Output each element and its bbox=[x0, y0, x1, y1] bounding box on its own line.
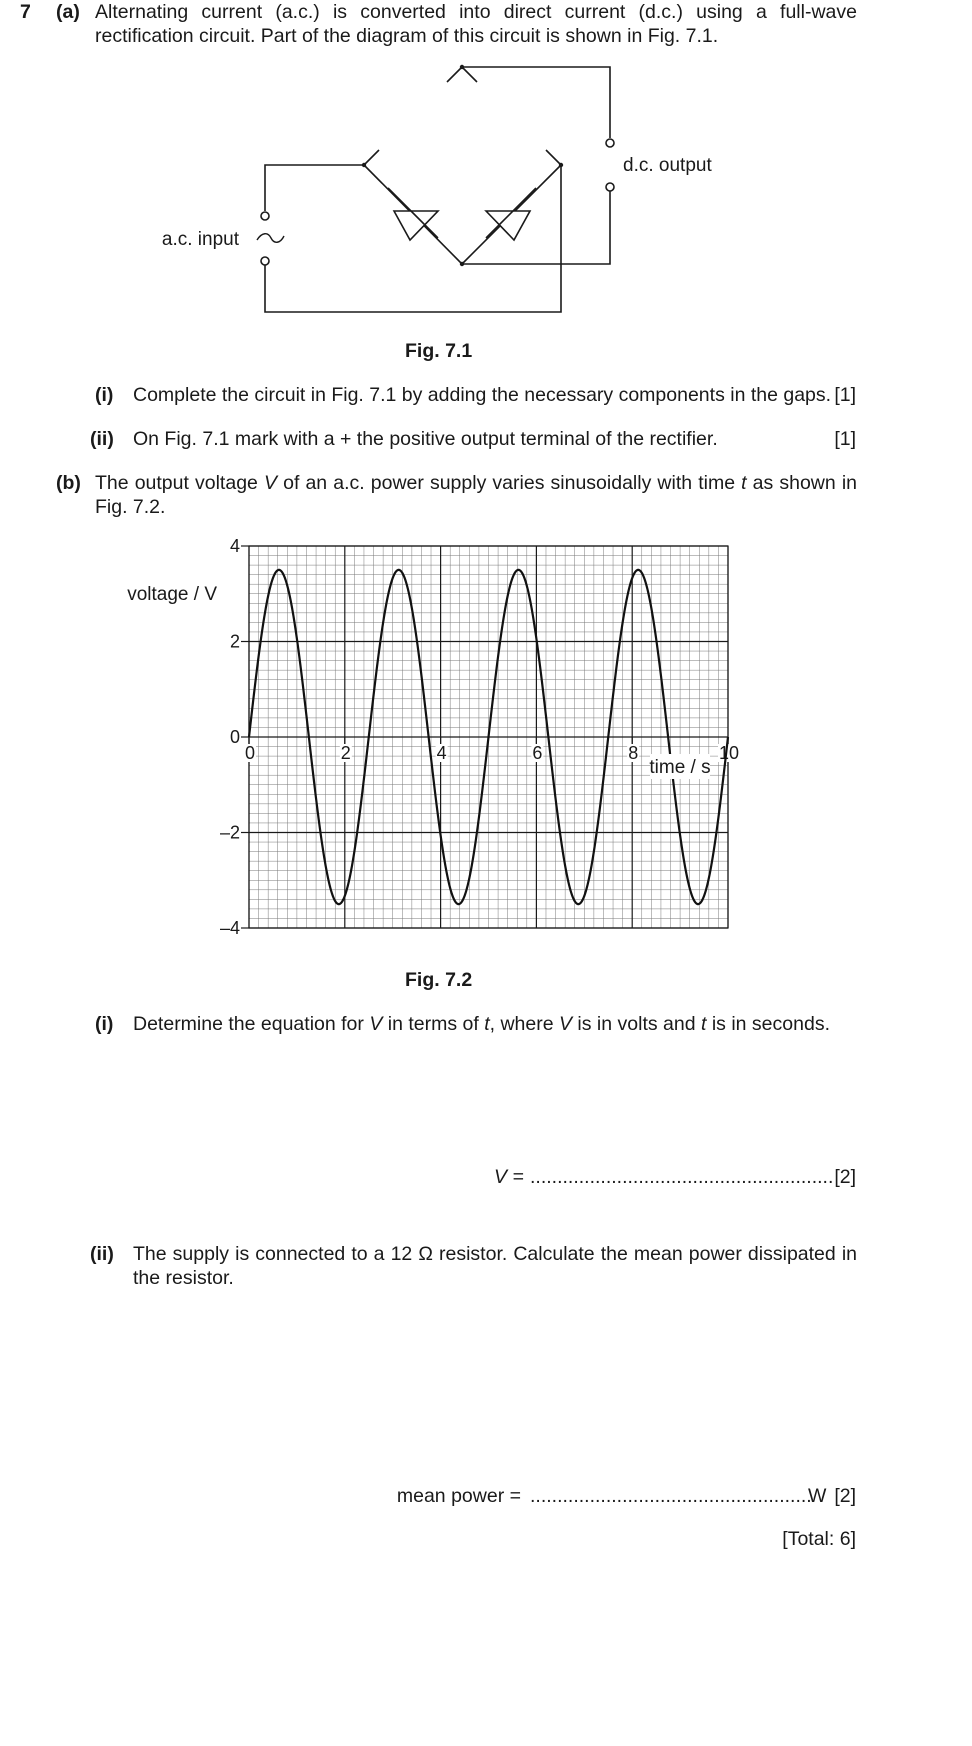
y-tick-label: –2 bbox=[219, 822, 240, 843]
fig-7-2-caption: Fig. 7.2 bbox=[405, 969, 473, 991]
part-b-text: The output voltage V of an a.c. power supply varies sinusoidally with time t as shown in Fig. 7.2. bbox=[95, 472, 858, 518]
part-a-text: Alternating current (a.c.) is converted into direct current (d.c.) using a full-wave rectification circuit. Part of the diagram of this circuit is shown in Fig. 7.1. bbox=[95, 1, 857, 47]
y-tick-label: 0 bbox=[229, 727, 240, 747]
answer-v-field[interactable]: ........................................................ bbox=[530, 1166, 834, 1188]
part-b-ii-label: (ii) bbox=[90, 1243, 114, 1265]
part-b-i-marks: [2] bbox=[834, 1166, 856, 1188]
part-a-i-marks: [1] bbox=[834, 384, 856, 406]
left-gap-stub bbox=[364, 150, 379, 165]
answer-power-label: mean power = bbox=[396, 1485, 521, 1507]
part-b-i-label: (i) bbox=[95, 1013, 114, 1035]
part-a-ii-label: (ii) bbox=[90, 428, 114, 450]
ac-terminal-bottom bbox=[261, 257, 269, 265]
fig-7-1-caption: Fig. 7.1 bbox=[405, 340, 473, 362]
x-tick-label: 6 bbox=[532, 743, 543, 763]
y-tick-label: 2 bbox=[229, 631, 240, 652]
dc-terminal-top bbox=[606, 139, 614, 147]
question-number: 7 bbox=[20, 1, 31, 23]
ac-symbol-icon bbox=[257, 234, 284, 243]
x-tick-label: 0 bbox=[244, 743, 256, 763]
right-gap-stub bbox=[546, 150, 561, 165]
answer-power-unit: W bbox=[808, 1485, 827, 1507]
part-a-label: (a) bbox=[56, 1, 80, 23]
top-gap-stub-right bbox=[462, 67, 477, 82]
dc-terminal-bottom bbox=[606, 183, 614, 191]
dc-output-label: d.c. output bbox=[623, 155, 712, 176]
y-axis-label: voltage / V bbox=[127, 584, 217, 605]
ac-top-wire bbox=[265, 165, 364, 211]
total-marks: [Total: 6] bbox=[782, 1528, 856, 1550]
x-tick-label: 4 bbox=[436, 743, 447, 763]
ac-terminal-top bbox=[261, 212, 269, 220]
top-gap-stub-left bbox=[447, 67, 462, 82]
x-tick-label: 8 bbox=[628, 743, 639, 763]
part-a-i-text: Complete the circuit in Fig. 7.1 by adding the necessary components in the gaps. bbox=[133, 384, 832, 406]
voltage-time-chart bbox=[0, 530, 972, 950]
part-a-ii-marks: [1] bbox=[834, 428, 856, 450]
answer-v-label: V = bbox=[494, 1166, 524, 1188]
x-tick-label: 2 bbox=[340, 743, 351, 763]
part-a-ii-text: On Fig. 7.1 mark with a + the positive output terminal of the rectifier. bbox=[133, 428, 718, 450]
y-tick-label: –4 bbox=[219, 918, 240, 938]
top-output-wire bbox=[462, 67, 610, 138]
part-b-ii-marks: [2] bbox=[834, 1485, 856, 1507]
circuit-diagram bbox=[0, 0, 972, 340]
part-a-i-label: (i) bbox=[95, 384, 114, 406]
part-b-label: (b) bbox=[56, 472, 81, 494]
y-tick-label: 4 bbox=[229, 536, 240, 556]
bottom-output-wire bbox=[462, 191, 610, 264]
x-axis-label: time / s bbox=[649, 757, 711, 778]
part-b-i-text: Determine the equation for V in terms of t, where V is in volts and t is in seconds. bbox=[133, 1013, 830, 1035]
ac-bottom-wire bbox=[265, 165, 561, 312]
x-tick-label: 10 bbox=[718, 743, 740, 763]
answer-power-field[interactable]: .................................................... bbox=[530, 1485, 812, 1507]
ac-input-label: a.c. input bbox=[161, 229, 239, 250]
part-b-ii-text: The supply is connected to a 12 Ω resistor. Calculate the mean power dissipated in the resistor. bbox=[133, 1243, 857, 1289]
